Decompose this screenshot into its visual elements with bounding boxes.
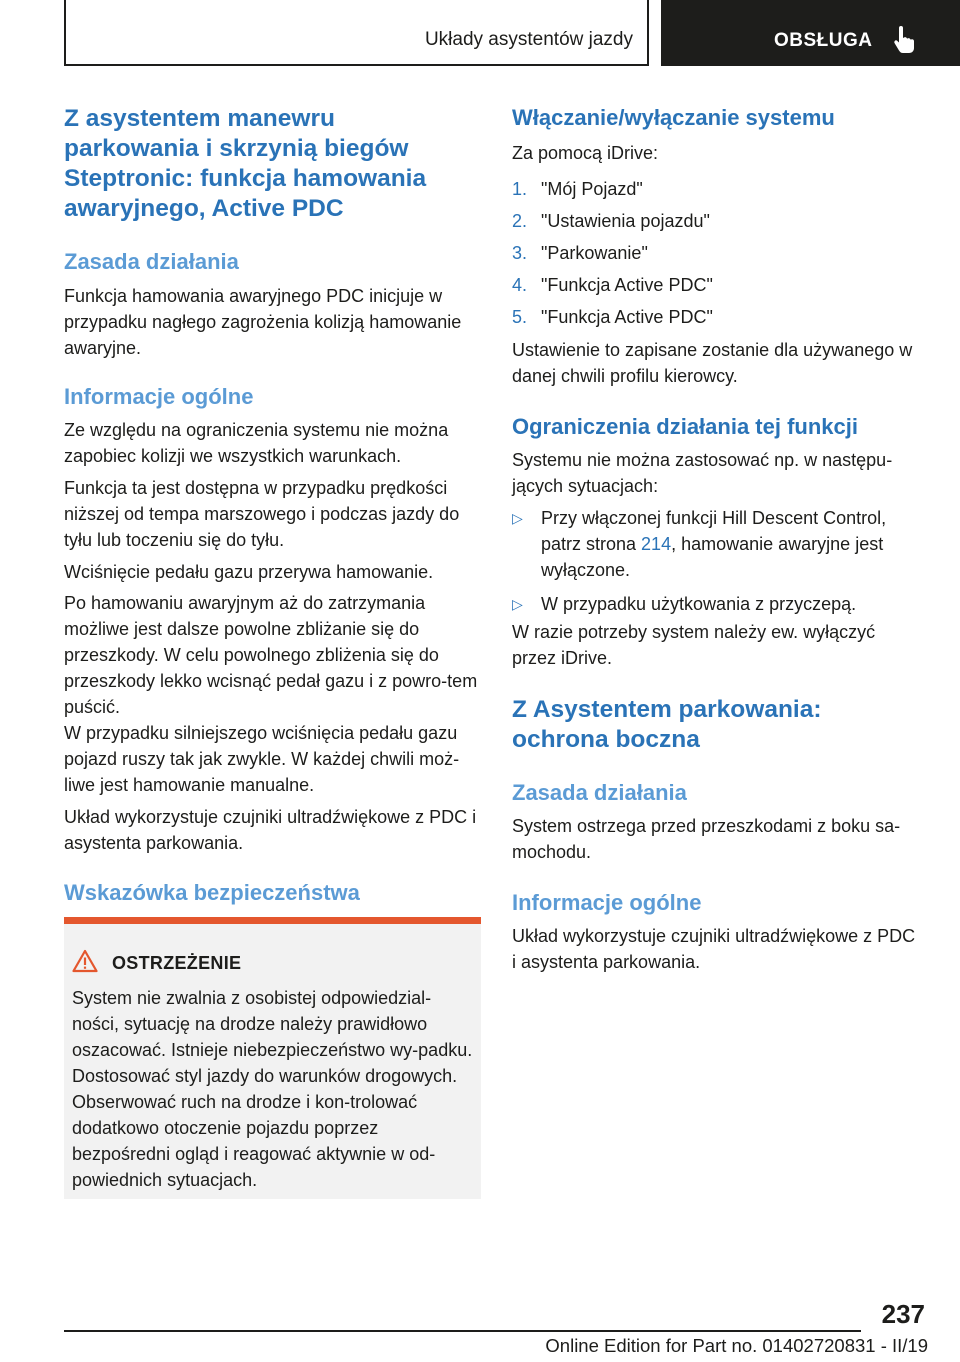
principle-heading-2: Zasada działania xyxy=(512,780,687,805)
general-info-heading: Informacje ogólne xyxy=(64,384,254,409)
title-line: awaryjnego, Active PDC xyxy=(64,195,344,222)
title-line: parkowania i skrzynią biegów xyxy=(64,135,409,162)
general-paragraph: Ze względu na ograniczenia systemu nie można zapobiec kolizji we wszystkich warunkach. xyxy=(64,420,449,466)
toggle-intro: Za pomocą iDrive: xyxy=(512,143,659,163)
list-item xyxy=(512,237,924,269)
step-text: "Ustawienia pojazdu" xyxy=(541,211,710,231)
title-line: Z asystentem manewru xyxy=(64,105,335,132)
section-title-emergency-braking xyxy=(64,104,482,224)
step-text: "Funkcja Active PDC" xyxy=(541,275,713,295)
limits-intro: Systemu nie można zastosować np. w następu-jących sytuacjach: xyxy=(512,450,893,496)
triangle-bullet-icon: ▷ xyxy=(512,596,523,612)
list-item xyxy=(512,205,924,237)
edition-footer: Online Edition for Part no. 01402720831 - II/19 xyxy=(545,1335,928,1356)
toggle-system-heading: Włączanie/wyłączanie systemu xyxy=(512,105,835,130)
title-line: Steptronic: funkcja hamowania xyxy=(64,165,427,192)
general-info-heading-2: Informacje ogólne xyxy=(512,890,702,915)
general-paragraph: Po hamowaniu awaryjnym aż do zatrzymania możliwe jest dalsze powolne zbliżanie się do przeszkody. W celu powolnego zbliżenia się do przeszkody lekko wcisnąć pedał gazu i z powro-tem puścić. xyxy=(64,593,478,717)
limits-heading: Ograniczenia działania tej funkcji xyxy=(512,414,858,439)
safety-heading: Wskazówka bezpieczeństwa xyxy=(64,880,360,905)
step-number: 4. xyxy=(512,275,528,295)
header-frame xyxy=(64,0,649,66)
section-tab[interactable] xyxy=(661,0,960,66)
idrive-steps-list xyxy=(512,173,924,333)
limits-after-text: W razie potrzeby system należy ew. wyłączyć przez iDrive. xyxy=(512,622,876,668)
warning-box xyxy=(64,917,481,1199)
chapter-title: Układy asystentów jazdy xyxy=(424,29,633,50)
toggle-after-text: Ustawienie to zapisane zostanie dla używanego w danej chwili profilu kierowcy. xyxy=(512,340,913,386)
list-item xyxy=(512,269,924,301)
limits-bullet-list xyxy=(512,505,924,625)
step-text: "Funkcja Active PDC" xyxy=(541,307,713,327)
step-number: 1. xyxy=(512,179,528,199)
bullet-text: W przypadku użytkowania z przyczepą. xyxy=(541,594,857,614)
general-paragraph: Wciśnięcie pedału gazu przerywa hamowanie. xyxy=(64,562,434,582)
triangle-bullet-icon: ▷ xyxy=(512,510,523,526)
principle-heading: Zasada działania xyxy=(64,249,239,274)
warning-text: System nie zwalnia z osobistej odpowiedzial-ności, sytuację na drodze należy prawidłowo oszacować. Istnieje niebezpieczeństwo wy-padku. Dostosować styl jazdy do warunków drogowych. Obserwować ruch na drodze i kon-trolować dodatkowo otoczenie pojazdu poprzez bezpośredni ogląd i reagować aktywnie w od-powiednich sytuacjach. xyxy=(72,988,473,1190)
section-tab-label: OBSŁUGA xyxy=(774,30,873,51)
title-line: ochrona boczna xyxy=(512,726,700,753)
general-paragraph: Funkcja ta jest dostępna w przypadku prędkości niższej od tempa marszowego i podczas jazdy do tyłu lub toczeniu się do tyłu. xyxy=(64,478,460,550)
pointing-hand-icon xyxy=(893,26,917,54)
step-text: "Parkowanie" xyxy=(541,243,648,263)
general-paragraph: Układ wykorzystuje czujniki ultradźwiękowe z PDC i asystenta parkowania. xyxy=(64,807,477,853)
bullet-text: Przy włączonej funkcji Hill Descent Control, patrz strona xyxy=(541,508,887,554)
list-item xyxy=(512,301,924,333)
principle-text: Funkcja hamowania awaryjnego PDC inicjuje w przypadku nagłego zagrożenia kolizją hamowanie awaryjne. xyxy=(64,286,462,358)
list-item xyxy=(512,505,924,583)
warning-title: OSTRZEŻENIE xyxy=(112,953,242,973)
general-text-2: Układ wykorzystuje czujniki ultradźwiękowe z PDC i asystenta parkowania. xyxy=(512,926,916,972)
list-item xyxy=(512,591,924,617)
list-item xyxy=(512,173,924,205)
title-line: Z Asystentem parkowania: xyxy=(512,696,822,723)
general-paragraph: W przypadku silniejszego wciśnięcia pedału gazu pojazd ruszy tak jak zwykle. W każdej chwili moż-liwe jest hamowanie manualne. xyxy=(64,723,460,795)
step-text: "Mój Pojazd" xyxy=(541,179,643,199)
step-number: 3. xyxy=(512,243,528,263)
section-title-side-protection xyxy=(512,695,924,755)
step-number: 2. xyxy=(512,211,528,231)
step-number: 5. xyxy=(512,307,528,327)
principle-text-2: System ostrzega przed przeszkodami z boku sa-mochodu. xyxy=(512,816,901,862)
bullet-text: , hamowanie awaryjne jest wyłączone. xyxy=(541,534,884,580)
footer-divider xyxy=(64,1330,861,1332)
warning-triangle-icon xyxy=(72,949,98,973)
page-reference-link[interactable]: 214 xyxy=(641,534,672,554)
page-number: 237 xyxy=(881,1299,925,1329)
